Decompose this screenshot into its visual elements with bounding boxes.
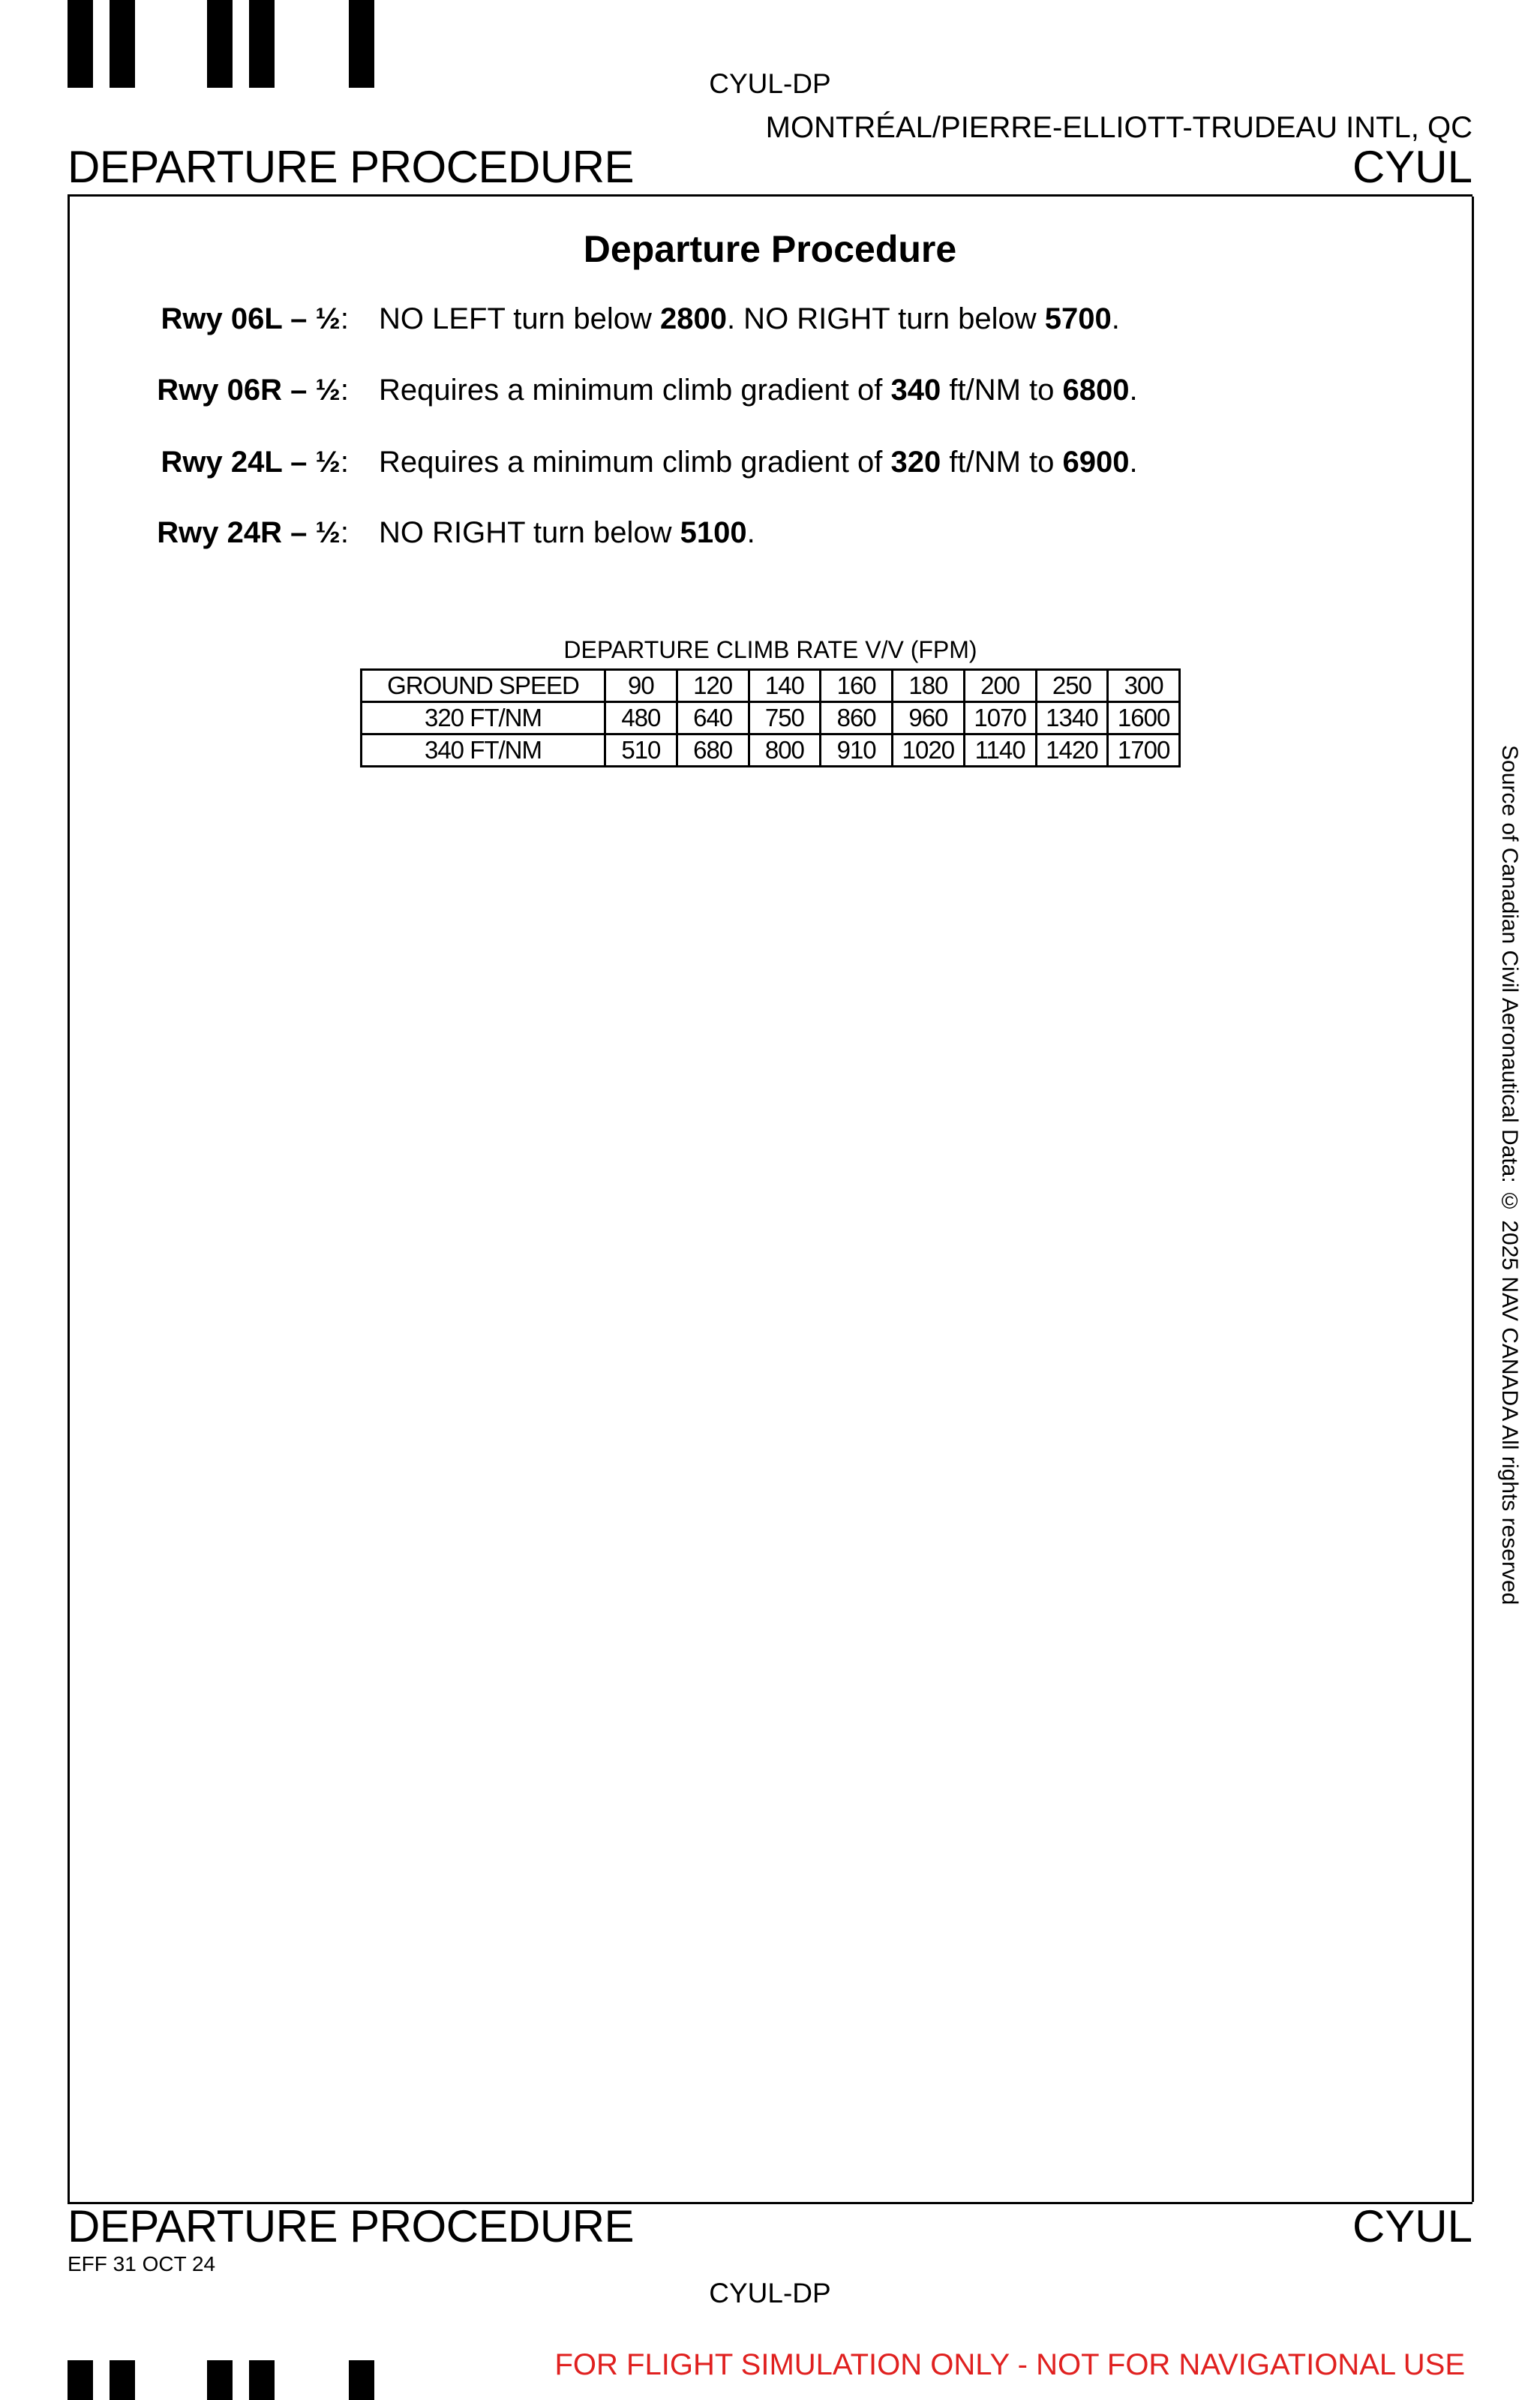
- table-cell: 640: [677, 702, 749, 734]
- runway-text: NO RIGHT turn below: [379, 516, 680, 549]
- table-row: [362, 670, 1180, 702]
- runway-text: ft/NM to: [941, 374, 1063, 407]
- row-header-cell: 320 FT/NM: [362, 702, 605, 734]
- footer-title: DEPARTURE PROCEDURE: [68, 2201, 635, 2251]
- table-cell: 510: [605, 734, 677, 767]
- runway-text: .: [1111, 302, 1120, 335]
- table-cell: 480: [605, 702, 677, 734]
- table-cell: 1020: [893, 734, 965, 767]
- table-row: [362, 702, 1180, 734]
- table-cell: 120: [677, 670, 749, 702]
- table-caption: DEPARTURE CLIMB RATE V/V (FPM): [563, 636, 977, 663]
- disclaimer: FOR FLIGHT SIMULATION ONLY - NOT FOR NAVIGATIONAL USE: [554, 2348, 1465, 2381]
- effective-date: EFF 31 OCT 24: [68, 2252, 216, 2275]
- table-cell: 140: [749, 670, 821, 702]
- runway-instruction: [379, 374, 1138, 407]
- table-cell: 200: [964, 670, 1036, 702]
- runway-text: .: [746, 516, 755, 549]
- runway-label: [0, 446, 349, 479]
- table-cell: 1140: [964, 734, 1036, 767]
- climb-rate-table: [360, 668, 1181, 767]
- index-bar: [207, 2360, 233, 2400]
- content-frame: [68, 197, 1474, 2202]
- runway-text: ft/NM to: [941, 446, 1063, 479]
- table-cell: 300: [1108, 670, 1180, 702]
- table-cell: 250: [1036, 670, 1108, 702]
- runway-text: .: [1129, 446, 1138, 479]
- runway-value: 6900: [1062, 446, 1130, 479]
- table-cell: 90: [605, 670, 677, 702]
- runway-label-colon: :: [340, 516, 349, 549]
- airport-ident: CYUL: [1352, 142, 1472, 192]
- table-cell: 1700: [1108, 734, 1180, 767]
- table-cell: 1070: [964, 702, 1036, 734]
- airport-name: MONTRÉAL/PIERRE-ELLIOTT-TRUDEAU INTL, QC: [765, 111, 1472, 144]
- runway-value: 320: [890, 446, 941, 479]
- runway-value: 340: [890, 374, 941, 407]
- footer-ident: CYUL: [1352, 2201, 1472, 2251]
- row-header-cell: 340 FT/NM: [362, 734, 605, 767]
- runway-label-text: Rwy 06L – ½: [161, 302, 341, 335]
- table-cell: 1600: [1108, 702, 1180, 734]
- copyright-note: Source of Canadian Civil Aeronautical Data: © 2025 NAV CANADA All rights reserved: [1497, 745, 1522, 1606]
- table-cell: 1420: [1036, 734, 1108, 767]
- table-cell: 910: [821, 734, 893, 767]
- runway-value: 6800: [1062, 374, 1130, 407]
- table-cell: 860: [821, 702, 893, 734]
- table-cell: 680: [677, 734, 749, 767]
- index-bar: [68, 2360, 93, 2400]
- runway-label-colon: :: [340, 302, 349, 335]
- runway-label: [0, 374, 349, 407]
- runway-text: Requires a minimum climb gradient of: [379, 446, 891, 479]
- table-cell: 750: [749, 702, 821, 734]
- runway-value: 5100: [680, 516, 747, 549]
- runway-label-colon: :: [340, 374, 349, 407]
- index-bar: [349, 2360, 374, 2400]
- row-header-cell: GROUND SPEED: [362, 670, 605, 702]
- index-bar: [249, 2360, 275, 2400]
- runway-text: NO LEFT turn below: [379, 302, 660, 335]
- table-cell: 960: [893, 702, 965, 734]
- runway-label-text: Rwy 24R – ½: [157, 516, 341, 549]
- runway-instruction: [379, 302, 1120, 336]
- runway-text: .: [1129, 374, 1138, 407]
- runway-text: Requires a minimum climb gradient of: [379, 374, 891, 407]
- table-cell: 180: [893, 670, 965, 702]
- runway-label-text: Rwy 24L – ½: [161, 446, 341, 479]
- runway-label: [0, 516, 349, 550]
- chart-id: CYUL-DP: [709, 68, 831, 99]
- footer-chart-id: CYUL-DP: [709, 2278, 831, 2308]
- runway-value: 2800: [659, 302, 727, 335]
- runway-label-text: Rwy 06R – ½: [157, 374, 341, 407]
- table-cell: 160: [821, 670, 893, 702]
- runway-instruction: [379, 446, 1138, 479]
- index-bar: [110, 2360, 135, 2400]
- runway-label-colon: :: [340, 446, 349, 479]
- section-title: Departure Procedure: [583, 228, 957, 270]
- runway-value: 5700: [1044, 302, 1112, 335]
- page-title: DEPARTURE PROCEDURE: [68, 142, 635, 192]
- table-row: [362, 734, 1180, 767]
- table-cell: 800: [749, 734, 821, 767]
- table-cell: 1340: [1036, 702, 1108, 734]
- runway-label: [0, 302, 349, 336]
- runway-instruction: [379, 516, 755, 550]
- runway-text: . NO RIGHT turn below: [726, 302, 1045, 335]
